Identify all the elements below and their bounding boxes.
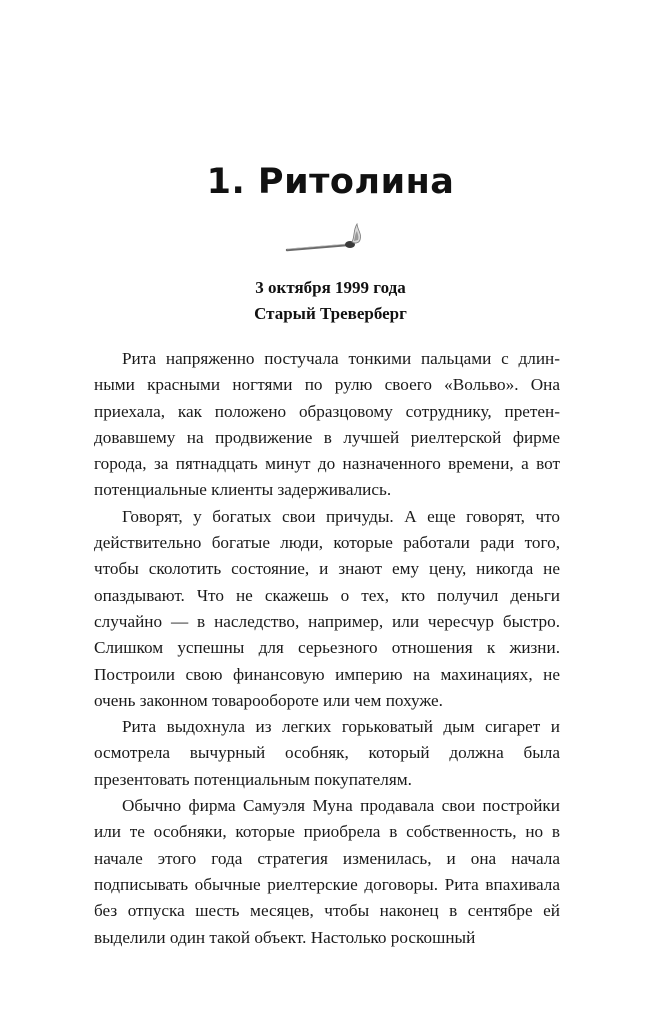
dateline-place: Старый Треверберг	[254, 304, 407, 323]
paragraph: Обычно фирма Самуэля Муна продавала свои постройки или те особняки, которые приобрела в собственность, но в начале этого года стратегия изменилась, и она начала подписывать обычные риелтерские договоры. Рита впахивала без отпуска шесть месяцев, чтобы наконец в сентябре ей выделили один такой объект. Настолько роскошный	[94, 796, 560, 947]
dateline-date: 3 октября 1999 года	[255, 278, 406, 297]
chapter-body	[94, 346, 560, 951]
burning-match-icon	[283, 222, 373, 258]
paragraph: Рита выдохнула из легких горьковатый дым сигарет и осмотрела вычурный особняк, который должна была презентовать потенциальным покупателям.	[94, 717, 560, 789]
chapter-title: 1. Ритолина	[206, 162, 455, 202]
paragraph: Говорят, у богатых свои причуды. А еще говорят, что действительно богатые люди, которые работали ради того, чтобы сколотить состояние, и знают ему цену, никогда не опаздывают. Что не скажешь о тех, кто получил деньги случайно — в наследство, например, или чересчур быстро. Слишком успешны для серьезного отношения к жизни. Построили свою финансовую империю на махинациях, не очень законном товарообороте или чем похуже.	[94, 506, 560, 710]
paragraph: Рита напряженно постучала тонкими пальцами с длинными красными ногтями по рулю своего «Вольво». Она приехала, как положено образцовому сотруднику, претендовавшему на продвижение в лучшей риелтерской фирме города, за пятнадцать минут до назначенного времени, а вот потенциальные клиенты задерживались.	[94, 349, 560, 500]
dateline	[0, 275, 661, 327]
